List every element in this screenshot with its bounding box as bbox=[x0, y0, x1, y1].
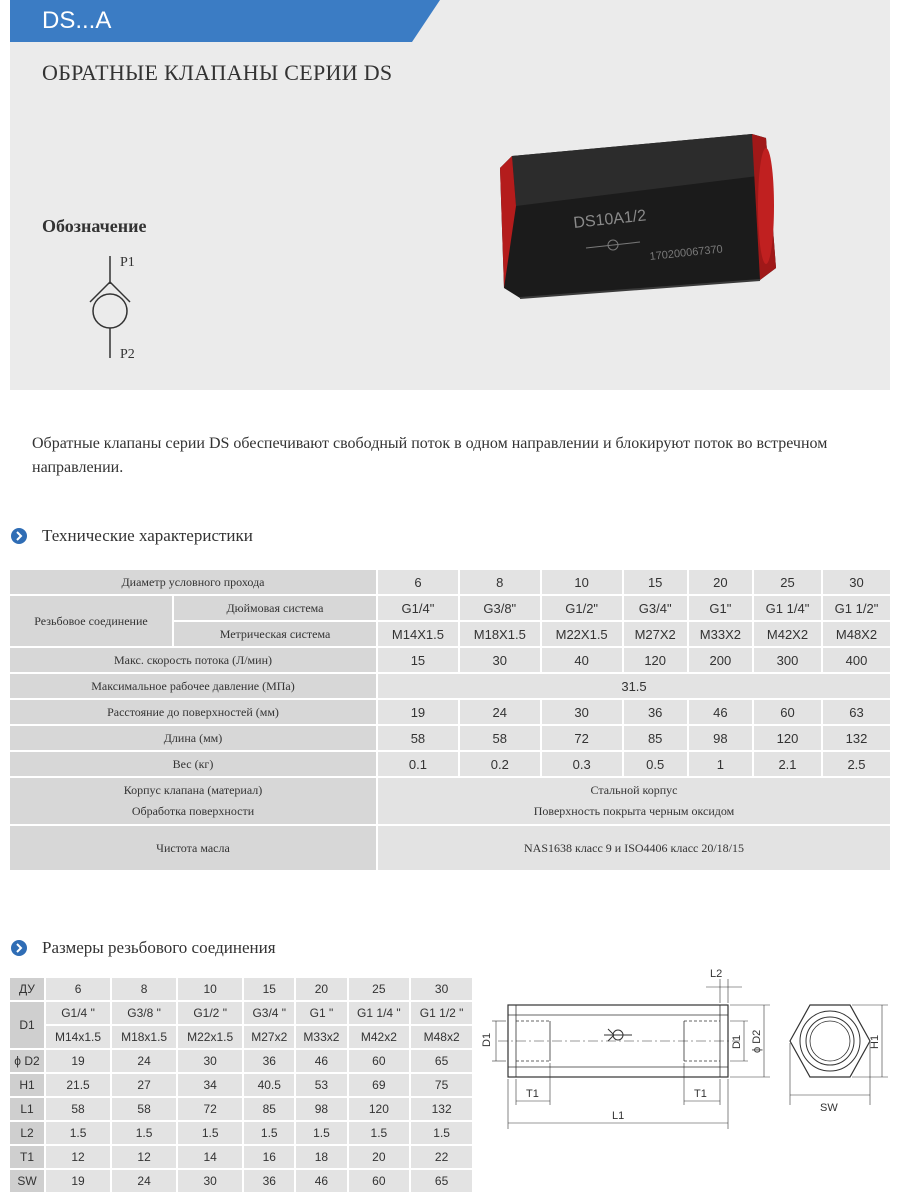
table-cell: M27X2 bbox=[624, 622, 687, 646]
table-cell: 8 bbox=[460, 570, 540, 594]
specs-table bbox=[8, 568, 892, 872]
table-cell: 0.1 bbox=[378, 752, 458, 776]
table-cell: 8 bbox=[112, 978, 176, 1000]
table-cell: 15 bbox=[624, 570, 687, 594]
table-cell: 46 bbox=[689, 700, 752, 724]
table-cell: 24 bbox=[460, 700, 540, 724]
table-row bbox=[10, 1050, 472, 1072]
dims-table bbox=[8, 976, 474, 1194]
table-cell: M48X2 bbox=[823, 622, 890, 646]
table-cell: 6 bbox=[46, 978, 110, 1000]
dim-drawing-sw: SW bbox=[820, 1102, 838, 1114]
page-title: ОБРАТНЫЕ КЛАПАНЫ СЕРИИ DS bbox=[42, 60, 393, 85]
spec-body-value: Стальной корпус bbox=[590, 783, 678, 797]
table-cell: 36 bbox=[244, 1170, 294, 1192]
table-cell: 10 bbox=[178, 978, 242, 1000]
table-row bbox=[10, 674, 890, 698]
dim-label-l1: L1 bbox=[10, 1098, 44, 1120]
port-p2-label: P2 bbox=[120, 347, 135, 362]
hero-panel bbox=[10, 0, 890, 390]
spec-label-surface: Обработка поверхности bbox=[131, 804, 255, 818]
spec-oil-value: NAS1638 класс 9 и ISO4406 класс 20/18/15 bbox=[378, 826, 890, 870]
table-cell: 72 bbox=[178, 1098, 242, 1120]
table-cell: 1 bbox=[689, 752, 752, 776]
table-cell: 30 bbox=[460, 648, 540, 672]
table-row bbox=[10, 1002, 472, 1024]
table-cell: M22X1.5 bbox=[542, 622, 622, 646]
table-cell: 120 bbox=[754, 726, 821, 750]
chevron-bullet-icon bbox=[10, 527, 28, 545]
table-row bbox=[10, 700, 890, 724]
table-row bbox=[10, 726, 890, 750]
spec-label-weight: Вес (кг) bbox=[10, 752, 376, 776]
table-cell: M33X2 bbox=[689, 622, 752, 646]
spec-body-surface-values bbox=[378, 778, 890, 824]
table-cell: 60 bbox=[754, 700, 821, 724]
table-cell: 20 bbox=[296, 978, 346, 1000]
check-valve-symbol-icon bbox=[70, 250, 160, 362]
table-cell: 36 bbox=[244, 1050, 294, 1072]
table-cell: G1 " bbox=[296, 1002, 346, 1024]
table-cell: 0.3 bbox=[542, 752, 622, 776]
table-cell: 6 bbox=[378, 570, 458, 594]
dim-drawing-d1-left: D1 bbox=[481, 1032, 493, 1047]
table-cell: 1.5 bbox=[296, 1122, 346, 1144]
table-cell: 22 bbox=[411, 1146, 472, 1168]
table-cell: 12 bbox=[46, 1146, 110, 1168]
dim-label-h1: H1 bbox=[10, 1074, 44, 1096]
dim-label-l2: L2 bbox=[10, 1122, 44, 1144]
port-p1-label: P1 bbox=[120, 255, 135, 270]
table-cell: 12 bbox=[112, 1146, 176, 1168]
dim-label-d2: ϕ D2 bbox=[10, 1050, 44, 1072]
table-row bbox=[10, 1074, 472, 1096]
dim-drawing-h1: H1 bbox=[869, 1034, 881, 1049]
table-row bbox=[10, 1026, 472, 1048]
table-row bbox=[10, 648, 890, 672]
dimension-drawing bbox=[478, 965, 890, 1145]
table-cell: G1 1/4 " bbox=[349, 1002, 410, 1024]
spec-label-body-surface bbox=[10, 778, 376, 824]
table-cell: 15 bbox=[244, 978, 294, 1000]
table-cell: 132 bbox=[823, 726, 890, 750]
table-cell: 36 bbox=[624, 700, 687, 724]
table-cell: 1.5 bbox=[349, 1122, 410, 1144]
table-cell: 40 bbox=[542, 648, 622, 672]
spec-label-thread: Резьбовое соединение bbox=[10, 596, 172, 646]
dim-drawing-d2: ϕ D2 bbox=[751, 1029, 763, 1053]
hex-end-view bbox=[790, 1005, 870, 1077]
table-cell: 85 bbox=[624, 726, 687, 750]
designation-label: Обозначение bbox=[42, 216, 147, 236]
dim-label-du: ДУ bbox=[10, 978, 44, 1000]
table-cell: 16 bbox=[244, 1146, 294, 1168]
dim-drawing-t1-right: T1 bbox=[694, 1088, 707, 1100]
table-cell: 34 bbox=[178, 1074, 242, 1096]
table-cell: 40.5 bbox=[244, 1074, 294, 1096]
table-cell: 69 bbox=[349, 1074, 410, 1096]
table-cell: 25 bbox=[349, 978, 410, 1000]
table-cell: M22x1.5 bbox=[178, 1026, 242, 1048]
table-cell: 10 bbox=[542, 570, 622, 594]
table-row bbox=[10, 570, 890, 594]
spec-label-nominal: Диаметр условного прохода bbox=[10, 570, 376, 594]
dim-drawing-t1-left: T1 bbox=[526, 1088, 539, 1100]
table-cell: G3/4" bbox=[624, 596, 687, 620]
table-cell: G1/4" bbox=[378, 596, 458, 620]
table-cell: 30 bbox=[178, 1050, 242, 1072]
table-row bbox=[10, 778, 890, 824]
table-cell: 1.5 bbox=[46, 1122, 110, 1144]
table-cell: 85 bbox=[244, 1098, 294, 1120]
dim-drawing-l1: L1 bbox=[612, 1110, 625, 1122]
table-cell: G1 1/2" bbox=[823, 596, 890, 620]
table-cell: 20 bbox=[689, 570, 752, 594]
table-cell: 19 bbox=[378, 700, 458, 724]
table-cell: M18x1.5 bbox=[112, 1026, 176, 1048]
spec-label-oil: Чистота масла bbox=[10, 826, 376, 870]
table-cell: 120 bbox=[349, 1098, 410, 1120]
spec-label-distance: Расстояние до поверхностей (мм) bbox=[10, 700, 376, 724]
table-cell: 24 bbox=[112, 1050, 176, 1072]
table-cell: 15 bbox=[378, 648, 458, 672]
table-cell: G3/8" bbox=[460, 596, 540, 620]
table-cell: 63 bbox=[823, 700, 890, 724]
spec-label-inch: Дюймовая система bbox=[174, 596, 376, 620]
table-cell: M14x1.5 bbox=[46, 1026, 110, 1048]
table-cell: 1.5 bbox=[244, 1122, 294, 1144]
table-cell: M42x2 bbox=[349, 1026, 410, 1048]
table-cell: 75 bbox=[411, 1074, 472, 1096]
description-text: Обратные клапаны серии DS обеспечивают свободный поток в одном направлении и блокируют поток во встречном направлении. bbox=[32, 435, 828, 476]
table-cell: 60 bbox=[349, 1050, 410, 1072]
table-cell: M18X1.5 bbox=[460, 622, 540, 646]
table-cell: 30 bbox=[823, 570, 890, 594]
table-cell: 24 bbox=[112, 1170, 176, 1192]
table-cell: M33x2 bbox=[296, 1026, 346, 1048]
table-cell: 30 bbox=[542, 700, 622, 724]
table-cell: 30 bbox=[411, 978, 472, 1000]
table-cell: 0.5 bbox=[624, 752, 687, 776]
table-cell: M14X1.5 bbox=[378, 622, 458, 646]
spec-label-flow: Макс. скорость потока (Л/мин) bbox=[10, 648, 376, 672]
product-marking: DS10A1/2 bbox=[572, 207, 647, 232]
series-tag-label: DS...A bbox=[42, 7, 112, 34]
table-row bbox=[10, 1122, 472, 1144]
table-cell: 20 bbox=[349, 1146, 410, 1168]
spec-label-metric: Метрическая система bbox=[174, 622, 376, 646]
table-cell: 2.5 bbox=[823, 752, 890, 776]
dim-drawing-d1-right: D1 bbox=[731, 1034, 743, 1049]
table-cell: M27x2 bbox=[244, 1026, 294, 1048]
table-cell: 18 bbox=[296, 1146, 346, 1168]
table-row bbox=[10, 826, 890, 870]
table-cell: 98 bbox=[689, 726, 752, 750]
table-cell: 30 bbox=[178, 1170, 242, 1192]
table-cell: G1/2" bbox=[542, 596, 622, 620]
dim-label-sw: SW bbox=[10, 1170, 44, 1192]
series-tag bbox=[10, 0, 440, 42]
product-serial: 170200067370 bbox=[649, 243, 724, 263]
table-cell: 1.5 bbox=[178, 1122, 242, 1144]
table-cell: 200 bbox=[689, 648, 752, 672]
table-cell: 58 bbox=[460, 726, 540, 750]
table-row bbox=[10, 1170, 472, 1192]
specs-heading-text: Технические характеристики bbox=[42, 526, 253, 545]
table-cell: G1" bbox=[689, 596, 752, 620]
table-cell: 132 bbox=[411, 1098, 472, 1120]
table-row bbox=[10, 596, 890, 620]
table-row bbox=[10, 1146, 472, 1168]
table-cell: 400 bbox=[823, 648, 890, 672]
table-cell: 46 bbox=[296, 1050, 346, 1072]
table-cell: M42X2 bbox=[754, 622, 821, 646]
table-cell: G1 1/4" bbox=[754, 596, 821, 620]
table-cell: 300 bbox=[754, 648, 821, 672]
table-cell: 1.5 bbox=[411, 1122, 472, 1144]
table-row bbox=[10, 752, 890, 776]
table-cell: 25 bbox=[754, 570, 821, 594]
table-cell: 1.5 bbox=[112, 1122, 176, 1144]
table-cell: G1/4 " bbox=[46, 1002, 110, 1024]
table-cell: M48x2 bbox=[411, 1026, 472, 1048]
table-row bbox=[10, 1098, 472, 1120]
table-cell: G1/2 " bbox=[178, 1002, 242, 1024]
table-cell: 19 bbox=[46, 1170, 110, 1192]
table-cell: 2.1 bbox=[754, 752, 821, 776]
table-cell: G3/8 " bbox=[112, 1002, 176, 1024]
table-cell: 53 bbox=[296, 1074, 346, 1096]
spec-pressure-value: 31.5 bbox=[378, 674, 890, 698]
spec-label-length: Длина (мм) bbox=[10, 726, 376, 750]
table-cell: 120 bbox=[624, 648, 687, 672]
product-photo bbox=[490, 128, 780, 308]
dim-drawing-l2: L2 bbox=[710, 968, 723, 980]
table-cell: 58 bbox=[112, 1098, 176, 1120]
table-cell: 98 bbox=[296, 1098, 346, 1120]
spec-surface-value: Поверхность покрыта черным оксидом bbox=[533, 804, 735, 818]
table-cell: 46 bbox=[296, 1170, 346, 1192]
dim-label-d1: D1 bbox=[10, 1002, 44, 1048]
spec-label-body: Корпус клапана (материал) bbox=[123, 783, 263, 797]
table-cell: 14 bbox=[178, 1146, 242, 1168]
table-cell: 27 bbox=[112, 1074, 176, 1096]
table-cell: 19 bbox=[46, 1050, 110, 1072]
chevron-bullet-icon bbox=[10, 939, 28, 957]
dim-label-t1: T1 bbox=[10, 1146, 44, 1168]
table-cell: G3/4 " bbox=[244, 1002, 294, 1024]
table-cell: 65 bbox=[411, 1050, 472, 1072]
table-cell: 21.5 bbox=[46, 1074, 110, 1096]
table-cell: G1 1/2 " bbox=[411, 1002, 472, 1024]
table-row bbox=[10, 978, 472, 1000]
table-cell: 72 bbox=[542, 726, 622, 750]
table-cell: 0.2 bbox=[460, 752, 540, 776]
spec-label-pressure: Максимальное рабочее давление (МПа) bbox=[10, 674, 376, 698]
table-cell: 65 bbox=[411, 1170, 472, 1192]
dims-heading-text: Размеры резьбового соединения bbox=[42, 938, 276, 957]
table-cell: 58 bbox=[46, 1098, 110, 1120]
table-cell: 58 bbox=[378, 726, 458, 750]
table-cell: 60 bbox=[349, 1170, 410, 1192]
